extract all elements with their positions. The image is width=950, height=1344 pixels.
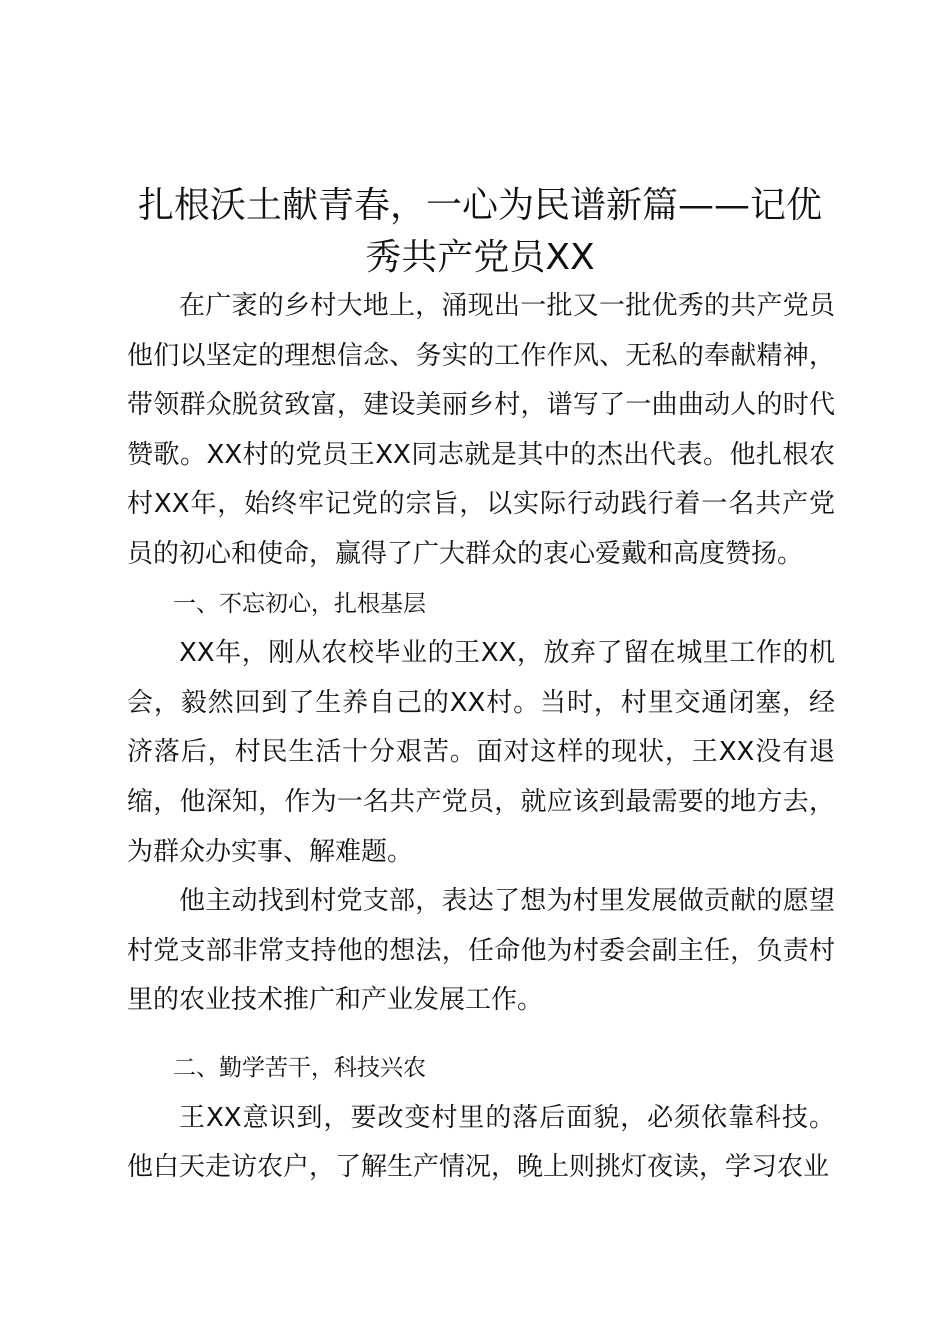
paragraph-section1-a: XX年，刚从农校毕业的王XX，放弃了留在城里工作的机会，毅然回到了生养自己的XX村。当时，村里交通闭塞，经济落后，村民生活十分艰苦。面对这样的现状，王XX没有退缩，他深知，作为一名共产党员，就应该到最需要的地方去，为群众办实事、解难题。 [127,638,835,867]
paragraph-section2-a: 王XX意识到，要改变村里的落后面貌，必须依靠科技。他白天走访农户，了解生产情况，晚上则挑灯夜读，学习农业 [127,1102,835,1183]
section-heading-2: 二、勤学苦干，科技兴农 [173,1054,426,1081]
document-body [127,282,835,1193]
document-title: 扎根沃土献青春，一心为民谱新篇——记优秀共产党员XX [137,185,822,278]
paragraph-intro: 在广袤的乡村大地上，涌现出一批又一批优秀的共产党员他们以坚定的理想信念、务实的工作作风、无私的奉献精神，带领群众脱贫致富，建设美丽乡村，谱写了一曲曲动人的时代赞歌。XX村的党员王XX同志就是其中的杰出代表。他扎根农村XX年，始终牢记党的宗旨，以实际行动践行着一名共产党员的初心和使命，赢得了广大群众的衷心爱戴和高度赞扬。 [127,291,835,569]
paragraph-section1-b: 他主动找到村党支部，表达了想为村里发展做贡献的愿望村党支部非常支持他的想法，任命他为村委会副主任，负责村里的农业技术推广和产业发展工作。 [127,886,835,1016]
section-heading-1: 一、不忘初心，扎根基层 [173,590,426,617]
